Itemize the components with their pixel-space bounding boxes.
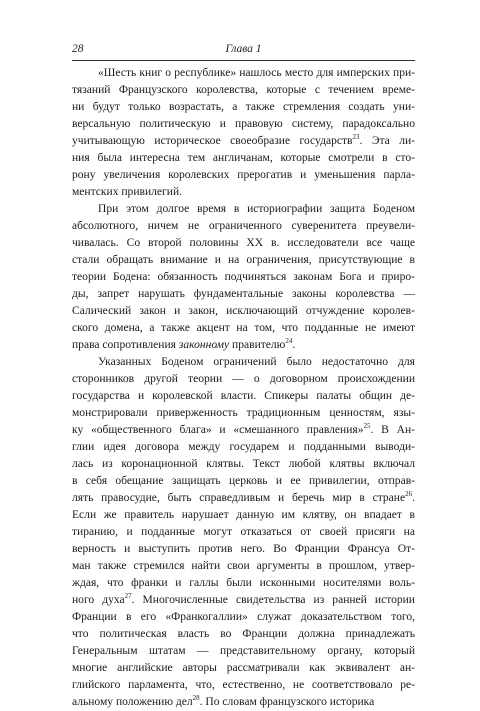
footnote-ref: 28 [192, 694, 200, 702]
emphasis: законному [178, 339, 230, 351]
text-line: Генеральным штатам — представительному органу, который [72, 645, 415, 657]
running-header [72, 43, 415, 59]
text-line: ждая, что франки и галлы были исконными носителями воль- [72, 577, 415, 589]
text-line: ни будут только возрастать, а также стремления создать уни- [72, 101, 415, 113]
footnote-ref: 23 [352, 133, 360, 141]
text-run: . [292, 339, 296, 351]
text-line: глии идея договора между государем и подданными выводи- [72, 441, 415, 453]
text-line: «Шесть книг о республике» нашлось место для имперских при- [98, 67, 415, 79]
text-line: стали обращать внимание и на ограничения, присутствующие в [72, 254, 415, 266]
text-line: монстрировали приверженность традиционным ценностям, язы- [72, 407, 415, 419]
text-run: ку «общественного блага» и «смешанного правления» [72, 424, 364, 436]
header-rule [72, 60, 415, 61]
body-text [72, 65, 415, 711]
footnote-ref: 25 [363, 422, 371, 430]
text-run: ного духа [72, 594, 125, 606]
text-line: сторонников другой теории — о договорном происхождении [72, 373, 415, 385]
text-run: . Многочисленные свидетельства из ранней истории [131, 594, 415, 606]
text-line: ского домена, а также акцент на том, что подданные не имеют [72, 322, 415, 334]
text-line: верность и выступить против него. Во Франции Франсуа От- [72, 543, 415, 555]
text-line: ды, запрет нарушать фундаментальные законы королевства — [72, 288, 415, 300]
text-run: . Эта ли- [359, 135, 415, 147]
text-line: Указанных Боденом ограничений было недостаточно для [98, 356, 415, 368]
text-line: лась из коронационной клятвы. Текст любой клятвы включал [72, 458, 415, 470]
text-run: права сопротивления [72, 339, 179, 351]
text-line: многие английские авторы рассматривали как эквивалент ан- [72, 662, 415, 674]
text-line: тязаний Французского королевства, которые с течением време- [72, 84, 415, 96]
text-line: Франции в его «Франкогаллии» служат доказательством того, [72, 611, 415, 623]
text-line: Салический закон и закон, исключающий отчуждение королев- [72, 305, 415, 317]
text-run: . [412, 492, 415, 504]
text-line: в себя обещание защищать церковь и ее привилегии, отправ- [72, 475, 415, 487]
text-line: абсолютного, ничем не ограниченного суверенитета преувели- [72, 220, 415, 232]
paragraph [72, 354, 415, 711]
text-run: . По словам французского историка [199, 696, 375, 708]
text-line: теории Бодена: обязанность подчиняться законам Бога и приро- [72, 271, 415, 283]
paragraph [72, 65, 415, 201]
text-run: . В Ан- [370, 424, 415, 436]
footnote-ref: 24 [285, 337, 293, 345]
text-line: тиранию, и подданные могут отказаться от своей присяги на [72, 526, 415, 538]
text-line: чивалась. Со второй половины XX в. исследователи все чаще [72, 237, 415, 249]
text-line: При этом долгое время в историографии защита Боденом [98, 203, 415, 215]
text-line: ния была интересна тем англичанам, которые смотрели в сто- [72, 152, 415, 164]
text-line [72, 337, 415, 354]
text-line: рону увеличения королевских прерогатив и уменьшения парла- [72, 169, 415, 181]
text-line [72, 422, 415, 439]
text-run: лять правосудие, быть справедливым и беречь мир в стране [72, 492, 406, 504]
chapter-title: Глава 1 [225, 43, 262, 55]
text-line [72, 490, 415, 507]
text-run: учитывающую историческое своеобразие государств [72, 135, 353, 147]
page-number: 28 [72, 43, 84, 55]
footnote-ref: 27 [124, 592, 132, 600]
text-run: правителю [229, 339, 286, 351]
footnote-ref: 26 [405, 490, 413, 498]
text-line: версальную политическую и правовую систему, парадоксально [72, 118, 415, 130]
text-run: альному положению дел [72, 696, 193, 708]
text-line: ман также стремился найти свои аргументы в прошлом, утвер- [72, 560, 415, 572]
text-line: Если же правитель нарушает данную им клятву, он впадает в [72, 509, 415, 521]
text-line [72, 694, 415, 711]
text-line: государства и королевской власти. Спикеры палаты общин де- [72, 390, 415, 402]
paragraph [72, 201, 415, 354]
text-line [72, 133, 415, 150]
text-line: ментских привилегий. [72, 186, 183, 198]
text-line: глийского парламента, что, естественно, не соответствовало ре- [72, 679, 415, 691]
text-line [72, 592, 415, 609]
text-line: что политическая власть во Франции должна принадлежать [72, 628, 415, 640]
